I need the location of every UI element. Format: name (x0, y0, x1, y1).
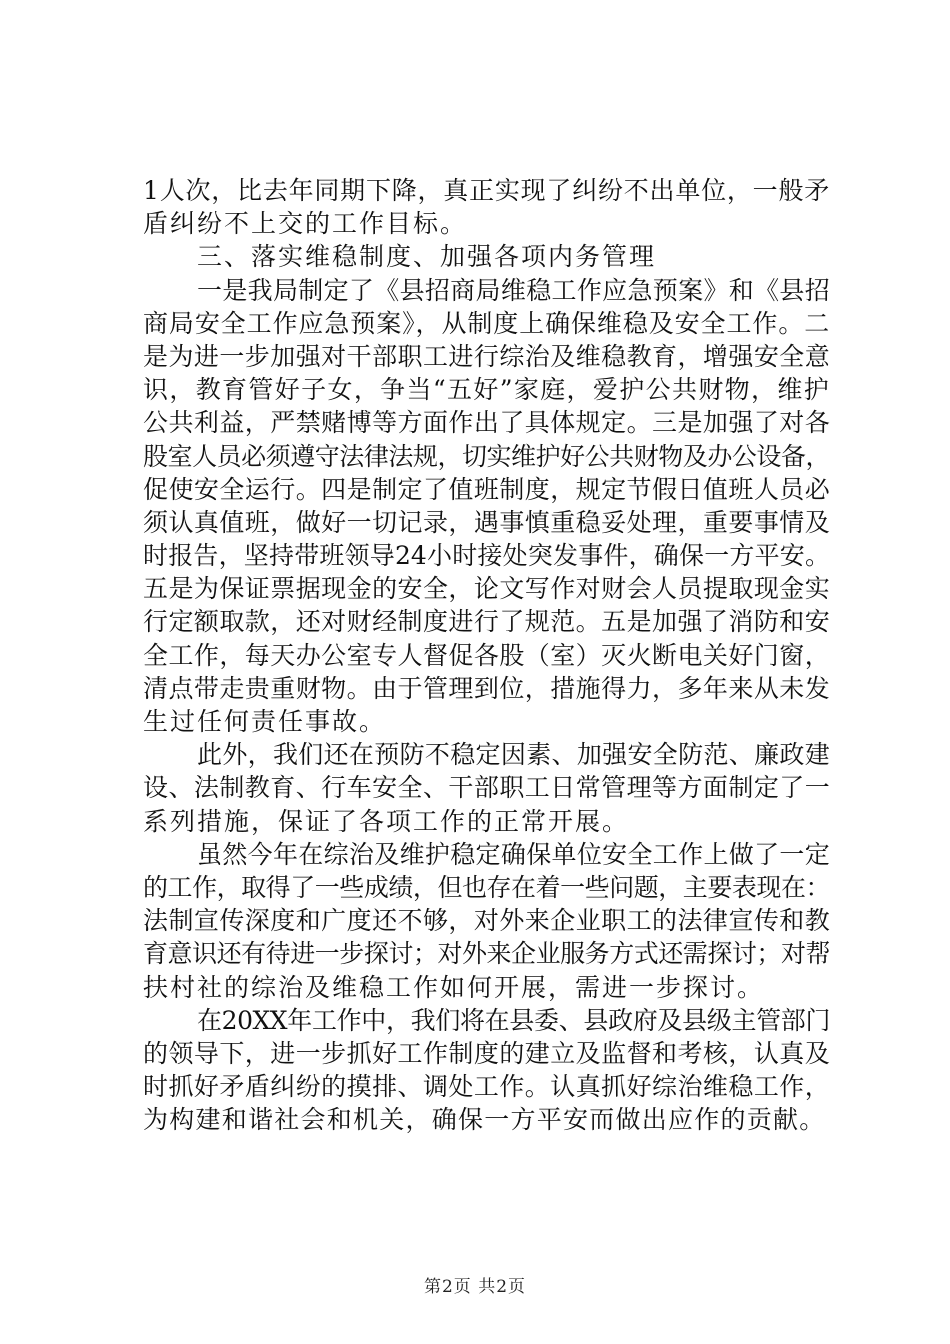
text-line: 五是为保证票据现金的安全，论文写作对财会人员提取现金实 (143, 574, 830, 604)
text-line: 时报告，坚持带班领导24小时接处突发事件，确保一方平安。 (143, 541, 830, 571)
text-line: 此外，我们还在预防不稳定因素、加强安全防范、廉政建 (197, 740, 830, 770)
text-line: 清点带走贵重财物。由于管理到位，措施得力，多年来从未发 (143, 673, 830, 703)
text-line: 公共利益，严禁赌博等方面作出了具体规定。三是加强了对各 (143, 408, 830, 438)
text-line: 为构建和谐社会和机关，确保一方平安而做出应作的贡献。 (143, 1105, 826, 1135)
text-line: 促使安全运行。四是制定了值班制度，规定节假日值班人员必 (143, 474, 830, 504)
text-line: 虽然今年在综治及维护稳定确保单位安全工作上做了一定 (197, 839, 830, 869)
text-line: 系列措施，保证了各项工作的正常开展。 (143, 806, 630, 836)
text-line: 行定额取款，还对财经制度进行了规范。五是加强了消防和安 (143, 607, 830, 637)
text-line: 的领导下，进一步抓好工作制度的建立及监督和考核，认真及 (143, 1038, 830, 1068)
section-heading: 三、落实维稳制度、加强各项内务管理 (197, 242, 657, 272)
text-line: 的工作，取得了一些成绩，但也存在着一些问题，主要表现在： (143, 872, 830, 902)
text-line: 在20XX年工作中，我们将在县委、县政府及县级主管部门 (197, 1005, 830, 1035)
document-body (143, 174, 830, 1136)
text-line: 盾纠纷不上交的工作目标。 (143, 209, 468, 239)
text-line: 识，教育管好子女，争当“五好”家庭，爱护公共财物，维护 (143, 375, 830, 405)
text-line: 扶村社的综治及维稳工作如何开展，需进一步探讨。 (143, 972, 765, 1002)
text-line: 一是我局制定了《县招商局维稳工作应急预案》和《县招 (197, 275, 830, 305)
text-line: 须认真值班，做好一切记录，遇事慎重稳妥处理，重要事情及 (143, 507, 830, 537)
page-number-footer: 第2页 共2页 (423, 1277, 527, 1297)
text-line: 生过任何责任事故。 (143, 707, 387, 736)
text-line: 1人次，比去年同期下降，真正实现了纠纷不出单位，一般矛 (143, 176, 830, 205)
text-line: 商局安全工作应急预案》，从制度上确保维稳及安全工作。二 (143, 308, 830, 338)
text-line: 设、法制教育、行车安全、干部职工日常管理等方面制定了一 (143, 773, 830, 803)
text-line: 是为进一步加强对干部职工进行综治及维稳教育，增强安全意 (143, 341, 830, 371)
text-line: 法制宣传深度和广度还不够，对外来企业职工的法律宣传和教 (143, 906, 830, 936)
text-line: 时抓好矛盾纠纷的摸排、调处工作。认真抓好综治维稳工作， (143, 1072, 830, 1102)
text-line: 育意识还有待进一步探讨；对外来企业服务方式还需探讨；对帮 (143, 939, 830, 969)
text-line: 全工作，每天办公室专人督促各股（室）灭火断电关好门窗， (143, 640, 830, 670)
text-line: 股室人员必须遵守法律法规，切实维护好公共财物及办公设备， (143, 441, 830, 471)
